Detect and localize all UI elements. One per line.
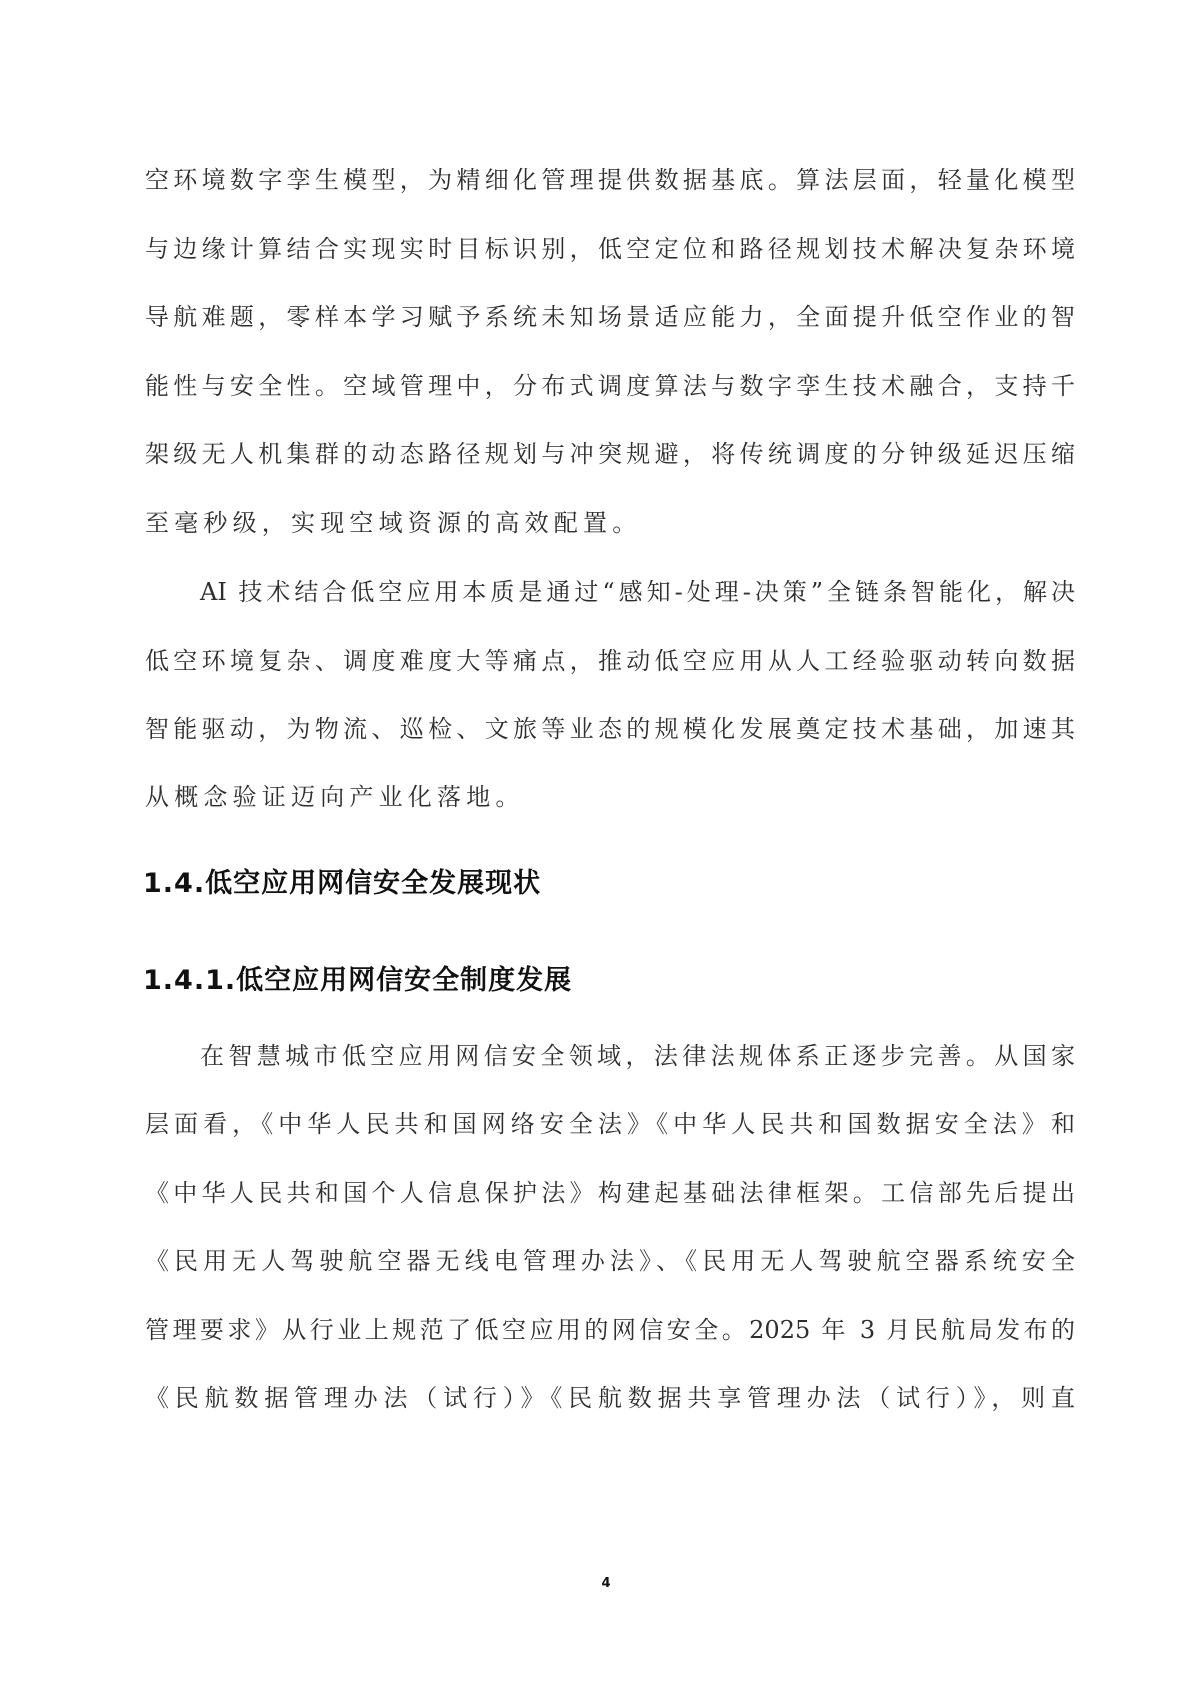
text-line: 低空环境复杂、调度难度大等痛点，推动低空应用从人工经验驱动转向数据 (145, 647, 1075, 675)
text-line: 《民用无人驾驶航空器无线电管理办法》、《民用无人驾驶航空器系统安全 (145, 1247, 1075, 1275)
text-line: 管理要求》从行业上规范了低空应用的网信安全。2025 年 3 月民航局发布的 (145, 1316, 1075, 1344)
text-line: 从概念验证迈向产业化落地。 (145, 783, 525, 811)
text-line: 导航难题，零样本学习赋予系统未知场景适应能力，全面提升低空作业的智 (145, 303, 1075, 331)
text-line: 能性与安全性。空域管理中，分布式调度算法与数字孪生技术融合，支持千 (145, 372, 1075, 400)
section-heading-1-4: 1.4.低空应用网信安全发展现状 (143, 868, 542, 899)
text-line: 架级无人机集群的动态路径规划与冲突规避，将传统调度的分钟级延迟压缩 (145, 440, 1075, 468)
text-line: 《中华人民共和国个人信息保护法》构建起基础法律框架。工信部先后提出 (145, 1179, 1075, 1207)
page-number: 4 (601, 1576, 611, 1591)
section-heading-1-4-1: 1.4.1.低空应用网信安全制度发展 (143, 965, 573, 996)
text-line: 智能驱动，为物流、巡检、文旅等业态的规模化发展奠定技术基础，加速其 (145, 715, 1075, 743)
text-line: 至毫秒级，实现空域资源的高效配置。 (145, 509, 642, 537)
text-line: 在智慧城市低空应用网信安全领域，法律法规体系正逐步完善。从国家 (200, 1042, 1075, 1070)
text-line: 空环境数字孪生模型，为精细化管理提供数据基底。算法层面，轻量化模型 (145, 166, 1075, 194)
text-line: 层面看，《中华人民共和国网络安全法》《中华人民共和国数据安全法》和 (145, 1110, 1075, 1138)
text-line: 与边缘计算结合实现实时目标识别，低空定位和路径规划技术解决复杂环境 (145, 235, 1075, 263)
text-line: AI 技术结合低空应用本质是通过“感知-处理-决策”全链条智能化，解决 (200, 578, 1075, 606)
text-line: 《民航数据管理办法（试行）》《民航数据共享管理办法（试行）》，则直 (145, 1384, 1075, 1412)
